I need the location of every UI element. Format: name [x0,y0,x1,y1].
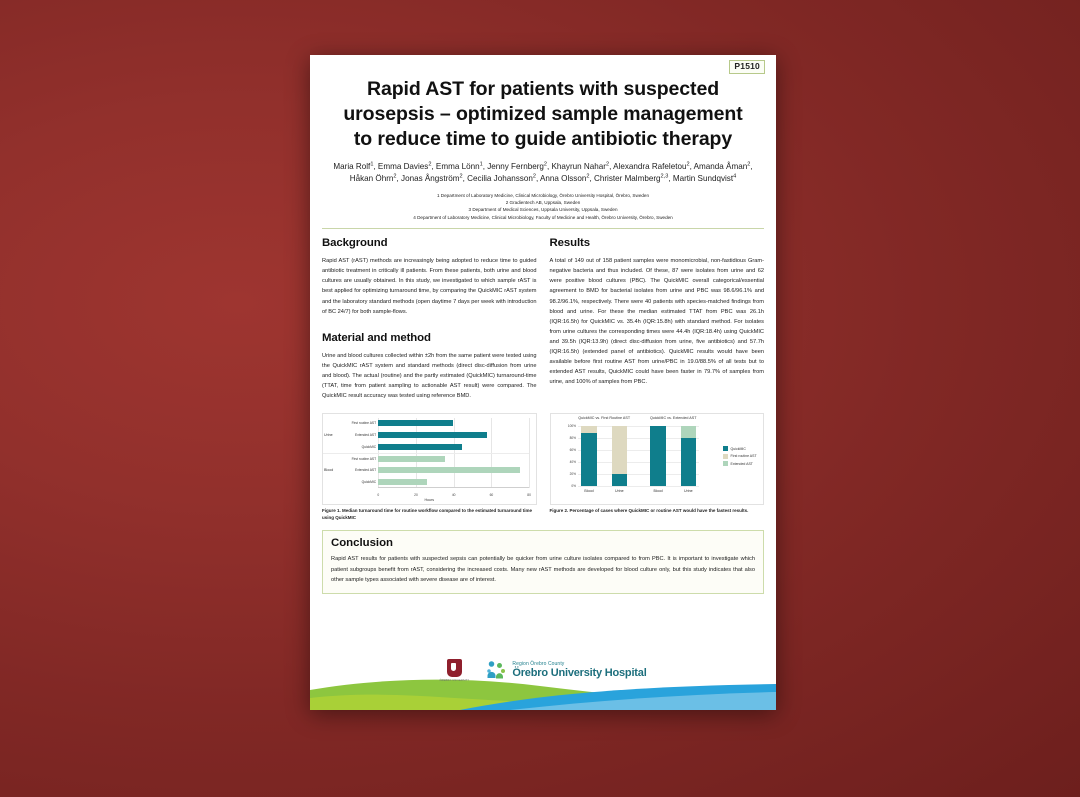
results-text: A total of 149 out of 158 patient samples were monomicrobial, non-fastidious Gram-negative bacteria and thus included. Of these, 87 were isolates from urine and 62 were positive blood cultures (PBC). The QuickMIC overall categorical/essential agreement to BMD for bacterial isolates from urine and PBC was 98.6/96.1% and 98.2/96.1%, respectively. There were 40 patients with species-matched findings from blood and urine. For these the median estimated TTAT from PBC was 26.1h (IQR:16.5h) for QuickMIC vs. 35.4h (IQR:15.8h) with standard method. For isolates from urine cultures the corresponding times were 44.4h (IQR:18.4h) using QuickMIC and 39.5h (IQR:13.9h) (direct disc-diffusion from urine, five antibiotics) and 57.7h (IQR:16.5h) (extended panel of antibiotics). QuickMIC results would have been available before first routine AST from urine/PBC in 19.0/88.5% of all tests but to extended AST results, QuickMIC could have been faster in 79.7% of samples from urine, and 100% of samples from PBC. [549,258,764,386]
orebro-university-logo [439,659,469,682]
hospital-name: Örebro University Hospital [512,666,647,679]
figure-2-chart [550,413,765,505]
figure-1-group-separator [323,453,529,454]
right-column [550,237,765,401]
figure-1-category-label: First routine AST [351,456,377,461]
figure-1-category-label: First routine AST [351,421,377,426]
conclusion-box [322,530,764,594]
author-affil-marker: 2 [605,160,610,167]
material-text: Urine and blood cultures collected within ±2h from the same patient were tested using the QuickMIC rAST system and standard methods (direct disc-diffusion from urine and blood). The actual (routine) and the partly estimated (QuickMIC) turnaround-time (TTAT, time from patient sampling to actionable AST result) were compared. The QuickMIC result accuracy was tested using reference BMD. [322,352,537,399]
figure-1-group-label: Blood [324,468,334,473]
figure-1-x-axis [378,487,529,488]
affiliation-list [326,192,760,222]
figure-2-stacked-column [612,426,628,486]
figure-2-segment [612,474,628,485]
figure-1-category-label: QuickMIC [361,479,377,484]
figure-2-stacked-column [681,426,697,486]
results-heading: Results [549,237,590,250]
figure-2-legend-item [723,454,757,459]
shield-icon [447,659,462,677]
conference-poster [310,55,776,710]
author-affil-marker: 1 [479,160,483,167]
figure-2-legend-item [723,461,757,466]
affiliation-item: 4 Department of Laboratory Medicine, Clinical Microbiology, Faculty of Medicine and Health, Örebro University, Örebro, Sweden [413,214,673,220]
figure-1-bar [378,479,427,485]
conclusion-text: Rapid AST results for patients with suspected sepsis can potentially be quicker from urine culture isolates compared to from PBC. It is important to investigate which patient subgroups benefit from rAST, considering the increased costs. Many new rAST methods are developed for blood culture only, but this study indicates that also other sample types associated with severe disease are of interest. [331,556,755,583]
figure-1-chart [322,413,537,505]
figure-1-category-label: QuickMIC [361,444,377,449]
author-affil-marker: 4 [733,173,737,180]
figure-2-segment [681,438,697,486]
author-affil-marker: 2 [543,160,548,167]
figure-1-x-tick: 40 [451,492,456,497]
figure-1-bar [378,432,487,438]
gridline [578,486,699,487]
figure-2-y-tick: 20% [569,471,576,476]
figure-1-x-tick: 60 [489,492,494,497]
figure-2-segment [681,426,697,438]
figure-2-caption: Figure 2. Percentage of cases where QuickMIC or routine AST would have the fastest results. [549,507,749,513]
gridline [529,418,530,488]
figure-2-legend [723,446,757,469]
affiliation-item: 1 Department of Laboratory Medicine, Clinical Microbiology, Örebro University Hospital, Örebro, Sweden [436,192,650,198]
footer-logos [310,659,776,682]
figure-1-bar [378,444,462,450]
figure-2-block [550,413,765,522]
figure-1-x-tick: 80 [527,492,531,497]
background-text: Rapid AST (rAST) methods are increasingly being adopted to reduce time to guided antibiotic treatment in critically ill patients. From these patients, both urine and blood cultures are usually obtained. In this study, we investigated to which sample rAST is best applied for optimizing turnaround time, by comparing the QuickMIC rAST system and the laboratory standard methods (open daytime 7 days per week with introduction of BC 24/7) for both sample-flows. [322,258,537,315]
figure-1-bar [378,467,519,473]
poster-footer [310,655,776,710]
orebro-university-logo-caption: ÖREBRO UNIVERSITY [439,678,470,682]
figure-1-category-label: Extended AST [355,433,377,438]
figure-2-category-label: Blood [584,488,594,493]
figure-2-segment [650,426,666,486]
poster-number-badge: P1510 [729,60,765,74]
figure-2-stacked-column [650,426,666,486]
figure-2-y-tick: 40% [569,459,576,464]
figure-1-caption: Figure 1. Median turnaround time for routine workflow compared to the estimated turnaround time using QuickMIC [322,507,533,520]
figure-2-category-label: Blood [653,488,663,493]
affiliation-item: 3 Department of Medical Sciences, Uppsala University, Uppsala, Sweden [468,207,618,213]
figure-2-category-label: Urine [615,488,624,493]
author-affil-marker: 2,3 [660,173,669,180]
figure-2-stacked-column [581,426,597,486]
legend-swatch [723,446,728,451]
figure-2-panel-title: QuickMIC vs. Extended AST [649,415,697,420]
author-affil-marker: 2 [532,173,536,180]
region-name: Region Örebro County [512,660,565,667]
author-affil-marker: 1 [370,160,374,167]
figure-1-x-tick: 0 [377,492,380,497]
left-column [322,237,537,401]
region-orebro-logo [485,659,646,681]
figure-2-panel-title: QuickMIC vs. First Routine AST [578,415,631,420]
figure-2-y-tick: 0% [571,483,576,488]
author-list: Maria Rolf$^1$, Emma Davies$^2$, Emma Lönn$^1$, Jenny Fernberg$^2$, Khayrun Nahar$^2$, Alexandra Rafeletou$^2$, Amanda Åman$^2$, Håkan Öhrn$^2$, Jonas Ångström$^2$, Cecilia Johansson$^2$, Anna Olsson$^2$, Christer Malmberg$^{2,3}$, Martin Sundqvist$^4$ [333,160,753,184]
badge-row [310,55,776,71]
figure-1-group-label: Urine [324,433,333,438]
figure-1-block [322,413,537,522]
figure-2-category-label: Urine [684,488,693,493]
people-icon [485,659,507,681]
legend-swatch [723,454,728,459]
legend-swatch [723,461,728,466]
figure-2-segment [581,426,597,433]
figure-2-segment [612,426,628,475]
background-heading: Background [322,237,388,250]
figure-1-x-tick: 20 [414,492,418,497]
figure-2-y-tick: 60% [569,447,576,452]
page-title: Rapid AST for patients with suspected urosepsis – optimized sample management to reduce time to guide antibiotic therapy [343,78,743,150]
affiliation-item: 2 Gradientech AB, Uppsala, Sweden [505,199,581,205]
region-logo-text [512,662,646,679]
author-affil-marker: 2 [747,160,751,167]
figure-1-category-label: Extended AST [355,468,377,473]
figure-1-x-axis-label: Hours [424,497,435,502]
material-heading: Material and method [322,331,431,344]
author-affil-marker: 2 [586,173,590,180]
figure-2-y-tick: 80% [569,435,576,440]
author-affil-marker: 2 [459,173,463,180]
poster-columns [322,237,764,401]
author-affil-marker: 2 [686,160,690,167]
figure-1-bar [378,456,445,462]
legend-label: QuickMIC [730,446,746,451]
figure-2-legend-item [723,446,757,451]
figure-2-y-tick: 100% [567,423,576,428]
author-affil-marker: 2 [393,173,397,180]
header-divider [322,228,764,229]
figures-row [322,413,764,522]
figure-2-segment [581,433,597,486]
legend-label: Extended AST [730,461,753,466]
figure-1-bar [378,420,452,426]
legend-label: First routine AST [730,454,757,459]
conclusion-heading: Conclusion [331,537,394,550]
author-affil-marker: 2 [428,160,432,167]
